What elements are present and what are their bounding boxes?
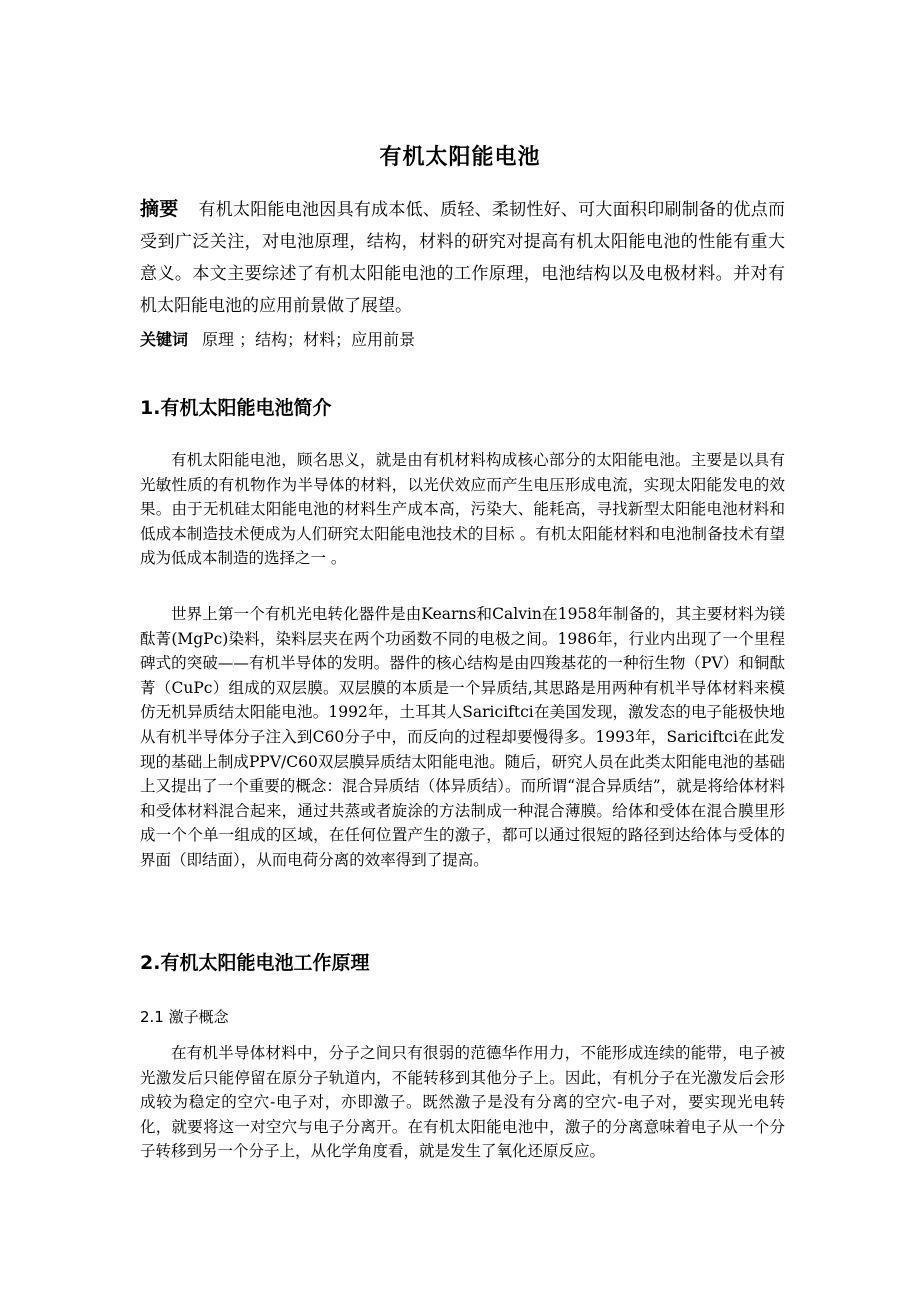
- section-1-paragraph-2: 世界上第一个有机光电转化器件是由Kearns和Calvin在1958年制备的，其主要材料为镁酞菁(MgPc)染料，染料层夹在两个功函数不同的电极之间。1986年，行业内出现了一个里程碑式的突破——有机半导体的发明。器件的核心结构是由四羧基花的一种衍生物（PV）和铜酞菁（CuPc）组成的双层膜。双层膜的本质是一个异质结,其思路是用两种有机半导体材料来模仿无机异质结太阳能电池。1992年，土耳其人Sariciftci在美国发现，激发态的电子能极快地从有机半导体分子注入到C60分子中，而反向的过程却要慢得多。1993年，Sariciftci在此发现的基础上制成PPV/C60双层膜异质结太阳能电池。随后，研究人员在此类太阳能电池的基础上又提出了一个重要的概念：混合异质结（体异质结）。而所谓“混合异质结”，就是将给体材料和受体材料混合起来，通过共蒸或者旋涂的方法制成一种混合薄膜。给体和受体在混合膜里形成一个个单一组成的区域，在任何位置产生的激子，都可以通过很短的路径到达给体与受体的界面（即结面），从而电荷分离的效率得到了提高。: [140, 605, 785, 869]
- keywords-label: 关键词: [140, 330, 189, 349]
- abstract-label: 摘要: [140, 198, 179, 220]
- keywords-text: 原理 ；结构；材料；应用前景: [202, 330, 416, 349]
- subsection-2-1-paragraph-1: 在有机半导体材料中，分子之间只有很弱的范德华作用力，不能形成连续的能带，电子被光激发后只能停留在原分子轨道内，不能转移到其他分子上。因此，有机分子在光激发后会形成较为稳定的空穴-电子对，亦即激子。既然激子是没有分离的空穴-电子对，要实现光电转化，就要将这一对空穴与电子分离开。在有机太阳能电池中，激子的分离意味着电子从一个分子转移到另一个分子上，从化学角度看，就是发生了氧化还原反应。: [140, 1044, 785, 1161]
- section-1-heading: 1.有机太阳能电池简介: [140, 397, 332, 419]
- subsection-2-1-heading: 2.1 激子概念: [140, 1008, 229, 1026]
- section-1-paragraph-1: 有机太阳能电池，顾名思义，就是由有机材料构成核心部分的太阳能电池。主要是以具有光敏性质的有机物作为半导体的材料，以光伏效应而产生电压形成电流，实现太阳能发电的效果。由于无机硅太阳能电池的材料生产成本高，污染大、能耗高，寻找新型太阳能电池材料和低成本制造技术便成为人们研究太阳能电池技术的目标 。有机太阳能材料和电池制备技术有望成为低成本制造的选择之一 。: [140, 451, 785, 568]
- document-title: 有机太阳能电池: [379, 145, 541, 170]
- section-2-heading: 2.有机太阳能电池工作原理: [140, 952, 370, 974]
- abstract: [140, 193, 785, 322]
- keywords: [140, 326, 785, 354]
- abstract-text: 有机太阳能电池因具有成本低、质轻、柔韧性好、可大面积印刷制备的优点而受到广泛关注，对电池原理，结构，材料的研究对提高有机太阳能电池的性能有重大意义。本文主要综述了有机太阳能电池的工作原理，电池结构以及电极材料。并对有机太阳能电池的应用前景做了展望。: [140, 200, 785, 316]
